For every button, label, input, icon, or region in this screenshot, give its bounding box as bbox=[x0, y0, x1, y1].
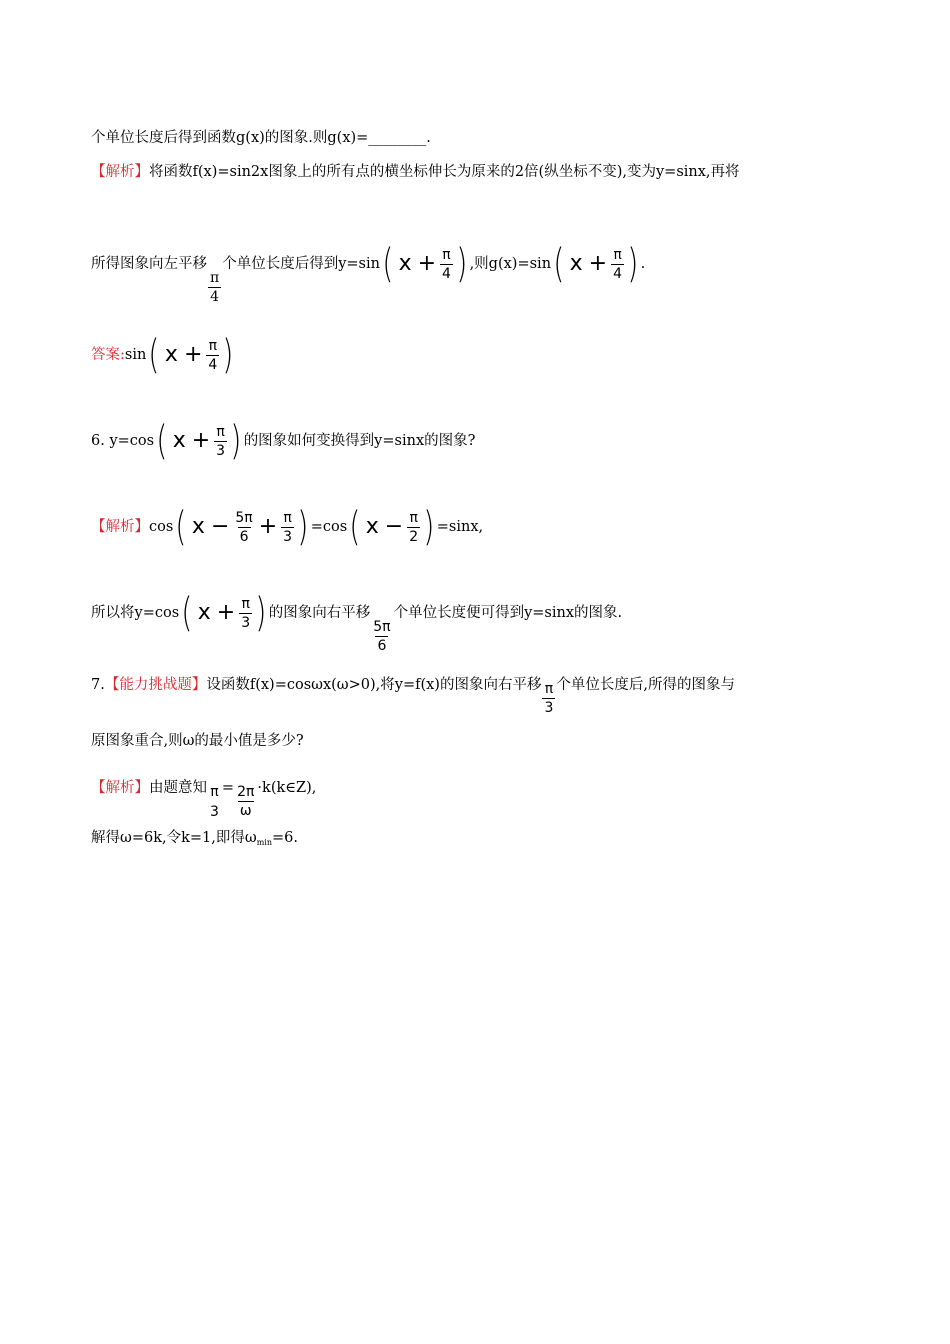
numerator: 5π bbox=[373, 619, 391, 635]
plus-sign: + bbox=[258, 514, 278, 539]
numerator: π bbox=[210, 784, 219, 800]
fraction-5pi-over-6 bbox=[233, 511, 254, 544]
plus-sign: + bbox=[588, 251, 608, 276]
fraction-pi-over-3 bbox=[542, 682, 555, 715]
fraction-pi-over-4 bbox=[611, 248, 624, 281]
analysis-line-1 bbox=[91, 162, 740, 182]
var-x: x bbox=[172, 428, 186, 453]
denominator: 4 bbox=[442, 265, 451, 282]
numerator: π bbox=[210, 270, 220, 286]
right-paren: ) bbox=[222, 332, 234, 378]
analysis-tag: 【解析】 bbox=[91, 519, 149, 535]
left-paren: ( bbox=[382, 241, 394, 287]
right-paren: ) bbox=[423, 504, 435, 550]
text-segment: ,则g(x)=sin bbox=[469, 256, 552, 272]
numerator: π bbox=[283, 509, 292, 526]
challenge-tag: 【能力挑战题】 bbox=[104, 677, 207, 693]
numerator: 5π bbox=[235, 509, 253, 526]
text-segment: 个单位长度便可得到y=sinx的图象. bbox=[393, 605, 623, 621]
numerator: π bbox=[409, 509, 418, 526]
equals-sign: = bbox=[221, 780, 235, 796]
denominator: ω bbox=[239, 803, 252, 819]
analysis-text: 将函数f(x)=sin2x图象上的所有点的横坐标伸长为原来的2倍(纵坐标不变),变为y=sinx,再将 bbox=[149, 164, 740, 180]
denominator: 3 bbox=[216, 442, 226, 459]
text-segment: 所以将y=cos bbox=[91, 605, 180, 621]
left-paren: ( bbox=[148, 332, 160, 378]
question-6 bbox=[91, 418, 476, 464]
plus-sign: + bbox=[216, 600, 236, 625]
question-number: 7. bbox=[91, 677, 105, 693]
analysis-tag: 【解析】 bbox=[91, 780, 149, 796]
fraction-pi-over-4 bbox=[206, 339, 219, 372]
left-paren: ( bbox=[349, 504, 361, 550]
denominator: 6 bbox=[239, 528, 249, 545]
paren-expression bbox=[179, 590, 269, 636]
paren-expression bbox=[154, 418, 244, 464]
plus-sign: + bbox=[183, 342, 203, 367]
denominator: 4 bbox=[210, 289, 220, 305]
plus-sign: + bbox=[417, 251, 437, 276]
text-segment: 的图象如何变换得到y=sinx的图象? bbox=[243, 433, 476, 449]
answer-line bbox=[91, 332, 236, 378]
right-paren: ) bbox=[230, 418, 242, 464]
q7-analysis-line-1 bbox=[91, 778, 316, 819]
paren-expression bbox=[551, 241, 641, 287]
var-x: x bbox=[365, 514, 379, 539]
denominator: 4 bbox=[208, 356, 218, 373]
analysis-tag: 【解析】 bbox=[91, 164, 149, 180]
subscript: min bbox=[256, 838, 272, 847]
var-x: x bbox=[569, 251, 583, 276]
var-x: x bbox=[398, 251, 412, 276]
text-segment: =sinx, bbox=[436, 519, 484, 535]
fraction-pi-over-3 bbox=[214, 425, 227, 458]
fraction-pi-over-4 bbox=[440, 248, 453, 281]
paren-expression bbox=[380, 241, 470, 287]
text-line-1: 个单位长度后得到函数g(x)的图象.则g(x)=________. bbox=[91, 130, 431, 146]
var-x: x bbox=[197, 600, 211, 625]
right-paren: ) bbox=[456, 241, 468, 287]
left-paren: ( bbox=[156, 418, 168, 464]
text-segment: 由题意知 bbox=[149, 780, 207, 796]
denominator: 6 bbox=[377, 638, 387, 654]
question-7-line-2: 原图象重合,则ω的最小值是多少? bbox=[91, 733, 304, 749]
text-segment: . bbox=[640, 256, 646, 272]
fraction-pi-over-3 bbox=[239, 597, 252, 630]
text-segment: =6. bbox=[272, 830, 298, 846]
numerator: π bbox=[544, 681, 554, 697]
numerator: π bbox=[613, 246, 622, 263]
denominator: 3 bbox=[210, 804, 219, 820]
q6-analysis-line-1 bbox=[91, 504, 484, 550]
var-x: x bbox=[191, 514, 205, 539]
fraction-2pi-over-omega bbox=[235, 785, 256, 818]
answer-label: 答案: bbox=[91, 347, 125, 363]
paren-expression bbox=[347, 504, 437, 550]
text-segment: 所得图象向左平移 bbox=[91, 256, 207, 272]
left-paren: ( bbox=[181, 590, 193, 636]
right-paren: ) bbox=[627, 241, 639, 287]
text-segment: cos bbox=[149, 519, 174, 535]
fraction-pi-over-3 bbox=[281, 511, 294, 544]
numerator: π bbox=[216, 423, 225, 440]
text-segment: 的图象向右平移 bbox=[268, 605, 371, 621]
fraction-5pi-over-6 bbox=[371, 620, 392, 653]
denominator: 3 bbox=[241, 614, 251, 631]
minus-sign: − bbox=[210, 514, 230, 539]
numerator: π bbox=[241, 595, 250, 612]
numerator: 2π bbox=[237, 784, 255, 800]
left-paren: ( bbox=[553, 241, 565, 287]
fraction-pi-over-4 bbox=[208, 271, 221, 304]
text-segment: 6. y=cos bbox=[91, 433, 155, 449]
plus-sign: + bbox=[191, 428, 211, 453]
numerator: π bbox=[442, 246, 451, 263]
left-paren: ( bbox=[175, 504, 187, 550]
denominator: 2 bbox=[409, 528, 419, 545]
var-x: x bbox=[164, 342, 178, 367]
right-paren: ) bbox=[255, 590, 267, 636]
fraction-pi-over-3 bbox=[208, 785, 221, 819]
minus-sign: − bbox=[384, 514, 404, 539]
text-segment: 个单位长度后得到y=sin bbox=[222, 256, 380, 272]
fraction-pi-over-2 bbox=[407, 511, 420, 544]
numerator: π bbox=[208, 337, 218, 354]
question-7 bbox=[91, 675, 735, 715]
denominator: 3 bbox=[544, 700, 554, 716]
q7-analysis-line-2 bbox=[91, 828, 298, 853]
paren-expression bbox=[146, 332, 236, 378]
denominator: 4 bbox=[613, 265, 623, 282]
text-segment: =cos bbox=[310, 519, 348, 535]
paren-expression bbox=[173, 504, 310, 550]
text-segment: 解得ω=6k,令k=1,即得ω bbox=[91, 830, 257, 846]
analysis-line-2 bbox=[91, 241, 646, 305]
right-paren: ) bbox=[297, 504, 309, 550]
text-segment: sin bbox=[124, 347, 147, 363]
text-segment: ·k(k∈Z), bbox=[257, 780, 317, 796]
denominator: 3 bbox=[283, 528, 293, 545]
q6-analysis-line-2 bbox=[91, 590, 623, 654]
text-segment: 设函数f(x)=cosωx(ω>0),将y=f(x)的图象向右平移 bbox=[206, 677, 542, 693]
text-segment: 个单位长度后,所得的图象与 bbox=[556, 677, 735, 693]
